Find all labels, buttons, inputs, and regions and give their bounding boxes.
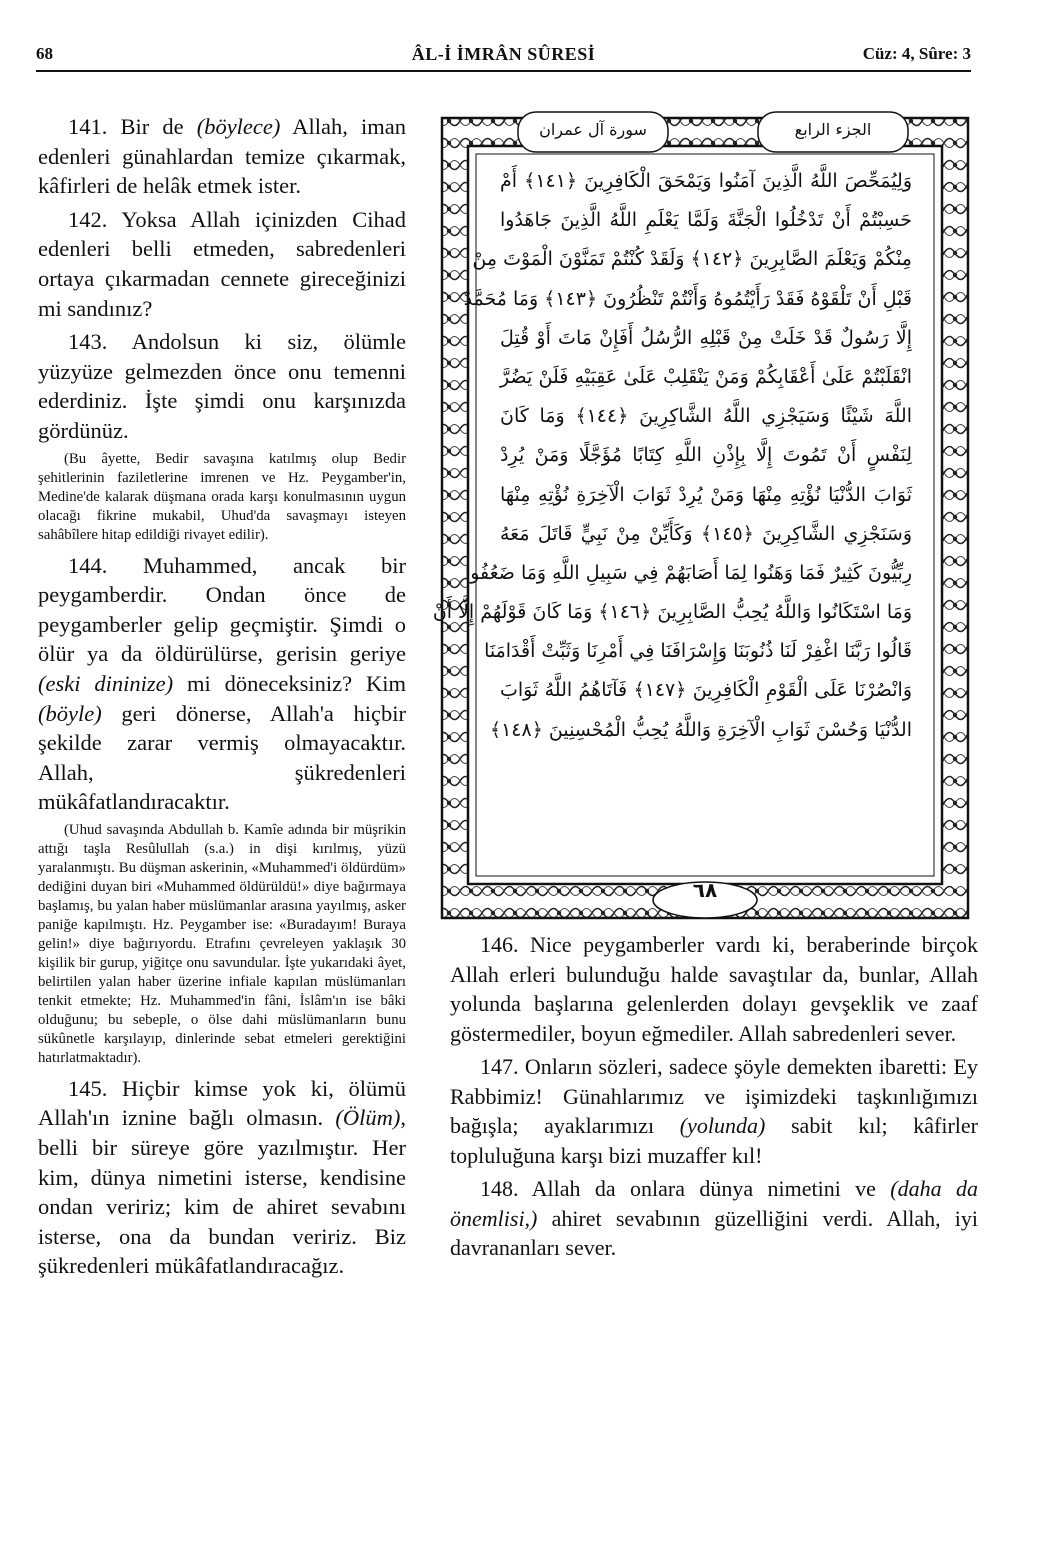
arabic-line: اللَّهَ شَيْئًا وَسَيَجْزِي اللَّهُ الشَّاكِرِينَ ﴿١٤٤﴾ وَمَا كَانَ — [500, 405, 912, 428]
cuz-sure-label: Cüz: 4, Sûre: 3 — [862, 44, 971, 63]
page-number: 68 — [36, 44, 53, 63]
verse-144: 144. Muhammed, ancak bir peygamberdir. Ondan önce de peygamberler gelip geçmiştir. Şimdi o ölür ya da öldürülürse, gerisin geriye (eski dininize) mi döneceksiniz? Kim (böyle) geri dönerse, Allah'a hiçbir şekilde zarar vermiş olmayacaktır. Allah, şükredenleri mükâfatlandıracaktır. — [38, 552, 406, 815]
header-rule — [36, 70, 971, 72]
right-column — [450, 930, 978, 1267]
arabic-line: وَانْصُرْنَا عَلَى الْقَوْمِ الْكَافِرِينَ ﴿١٤٧﴾ فَآتَاهُمُ اللَّهُ ثَوَابَ — [500, 679, 912, 702]
arabic-line: ثَوَابَ الدُّنْيَا نُؤْتِهِ مِنْهَا وَمَنْ يُرِدْ ثَوَابَ الْآخِرَةِ نُؤْتِهِ مِنْهَا — [500, 483, 912, 506]
verse-141: 141. Bir de (böylece) Allah, iman edenleri günahlardan temize çıkarmak, kâfirleri de helâk etmek ister. — [38, 114, 406, 199]
arabic-line: مِنْكُمْ وَيَعْلَمَ الصَّابِرِينَ ﴿١٤٢﴾ وَلَقَدْ كُنْتُمْ تَمَنَّوْنَ الْمَوْتَ مِنْ — [472, 248, 912, 271]
arabic-line: انْقَلَبْتُمْ عَلَىٰ أَعْقَابِكُمْ وَمَنْ يَنْقَلِبْ عَلَىٰ عَقِبَيْهِ فَلَنْ يَضُرَّ — [500, 365, 912, 388]
page-header — [36, 44, 971, 70]
note-143: (Bu âyette, Bedir savaşına katılmış olup Bedir şehitlerinin faziletlerine imrenen ve Hz. Peygamber'in, Medine'de kalarak düşmana orada karşı konulmasının uygun olacağı fikrine mukabil, Uhud'da savaşmayı isteyen sahâbîlere hitap edildiği rivayet edilir). — [38, 450, 406, 543]
left-column — [38, 112, 406, 1285]
arabic-line: إِلَّا رَسُولٌ قَدْ خَلَتْ مِنْ قَبْلِهِ الرُّسُلُ أَفَإِنْ مَاتَ أَوْ قُتِلَ — [500, 326, 912, 349]
arabic-line: وَمَا اسْتَكَانُوا وَاللَّهُ يُحِبُّ الصَّابِرِينَ ﴿١٤٦﴾ وَمَا كَانَ قَوْلَهُمْ إِلَّا أَنْ — [432, 601, 912, 624]
verse-148: 148. Allah da onlara dünya nimetini ve (daha da önemlisi,) ahiret sevabının güzelliğini verdi. Allah, iyi davrananları sever. — [450, 1176, 978, 1260]
verse-143: 143. Andolsun ki siz, ölümle yüzyüze gelmezden önce onu temenni ederdiniz. İşte şimdi onu karşınızda gördünüz. — [38, 329, 406, 443]
sura-label: سورة آل عمران — [539, 120, 647, 139]
page-title: ÂL-İ İMRÂN SÛRESİ — [411, 44, 596, 64]
arabic-line: رِبِّيُّونَ كَثِيرٌ فَمَا وَهَنُوا لِمَا أَصَابَهُمْ فِي سَبِيلِ اللَّهِ وَمَا ضَعُفُوا — [464, 561, 912, 584]
arabic-text — [432, 162, 913, 868]
arabic-line: الدُّنْيَا وَحُسْنَ ثَوَابِ الْآخِرَةِ وَاللَّهُ يُحِبُّ الْمُحْسِنِينَ ﴿١٤٨﴾ — [489, 718, 912, 741]
arabic-line: لِنَفْسٍ أَنْ تَمُوتَ إِلَّا بِإِذْنِ اللَّهِ كِتَابًا مُؤَجَّلًا وَمَنْ يُرِدْ — [500, 444, 912, 467]
juz-label: الجزء الرابع — [794, 120, 872, 139]
arabic-line: وَلِيُمَحِّصَ اللَّهُ الَّذِينَ آمَنُوا وَيَمْحَقَ الْكَافِرِينَ ﴿١٤١﴾ أَمْ — [500, 170, 912, 192]
arabic-line: حَسِبْتُمْ أَنْ تَدْخُلُوا الْجَنَّةَ وَلَمَّا يَعْلَمِ اللَّهُ الَّذِينَ جَاهَدُوا — [500, 209, 912, 232]
verse-146: 146. Nice peygamberler vardı ki, beraberinde birçok Allah erleri bulunduğu halde savaştılar da, bunlar, Allah yolunda başlarına gelenlerden dolayı gevşeklik ve zaaf göstermediler, boyun eğmediler. Allah sabredenleri sever. — [450, 932, 978, 1046]
arabic-line: وَسَنَجْزِي الشَّاكِرِينَ ﴿١٤٥﴾ وَكَأَيِّنْ مِنْ نَبِيٍّ قَاتَلَ مَعَهُ — [500, 522, 913, 545]
verse-147: 147. Onların sözleri, sadece şöyle demekten ibaretti: Ey Rabbimiz! Günahlarımız ve işimizdeki taşkınlığımızı bağışla; ayaklarımızı (yolunda) sabit kıl; kâfirler topluluğuna karşı bizi muzaffer kıl! — [450, 1054, 978, 1168]
note-144: (Uhud savaşında Abdullah b. Kamîe adında bir müşrikin attığı taşla Resûlullah (s.a.) in dişi kırılmış, yüzü yaralanmıştı. Bu düşman askerinin, «Muhammed'i öldürdüm» dediğini duyan biri «Muhammed öldürüldü!» diye bağırmaya başlamış, bu yalan haber müslümanlar arasına yayılmış, asker paniğe kapılmıştı. Hz. Peygamber ise: «Buradayım! Buraya gelin!» diye bağırıyordu. Etrafını çevreleyen yaklaşık 30 kişilik bir gurup, yiğitçe onu savundular. İşte yukarıdaki âyet, belirtilen yalan haber üzerine infiale kapılan müslümanları tenkit etmekte; Hz. Muhammed'in fâni, İslâm'ın ise bâki olduğunu; bu sebeple, o ölse dahi müslümanların bunu sükûnetle karşılayıp, dinlerinde sebat etmeleri gerektiğini hatırlatmaktadır). — [38, 821, 406, 1066]
arabic-line: قَالُوا رَبَّنَا اغْفِرْ لَنَا ذُنُوبَنَا وَإِسْرَافَنَا فِي أَمْرِنَا وَثَبِّتْ أَقْدَامَنَا — [484, 640, 912, 663]
mushaf-frame — [432, 110, 972, 922]
arabic-line: قَبْلِ أَنْ تَلْقَوْهُ فَقَدْ رَأَيْتُمُوهُ وَأَنْتُمْ تَنْظُرُونَ ﴿١٤٣﴾ وَمَا مُحَمَّدٌ — [463, 287, 912, 310]
verse-145: 145. Hiçbir kimse yok ki, ölümü Allah'ın iznine bağlı olmasın. (Ölüm), belli bir süreye göre yazılmıştır. Her kim, dünya nimetini isterse, kendisine ondan veririz; kim de ahiret sevabını isterse, ona da bundan veririz. Biz şükredenleri mükâfatlandıracağız. — [38, 1075, 406, 1279]
verse-142: 142. Yoksa Allah içinizden Cihad edenleri belli etmeden, sabredenleri ortaya çıkarmadan cennete gireceğinizi mi sandınız? — [38, 206, 406, 321]
arabic-page-number: ٦٨ — [692, 878, 718, 902]
